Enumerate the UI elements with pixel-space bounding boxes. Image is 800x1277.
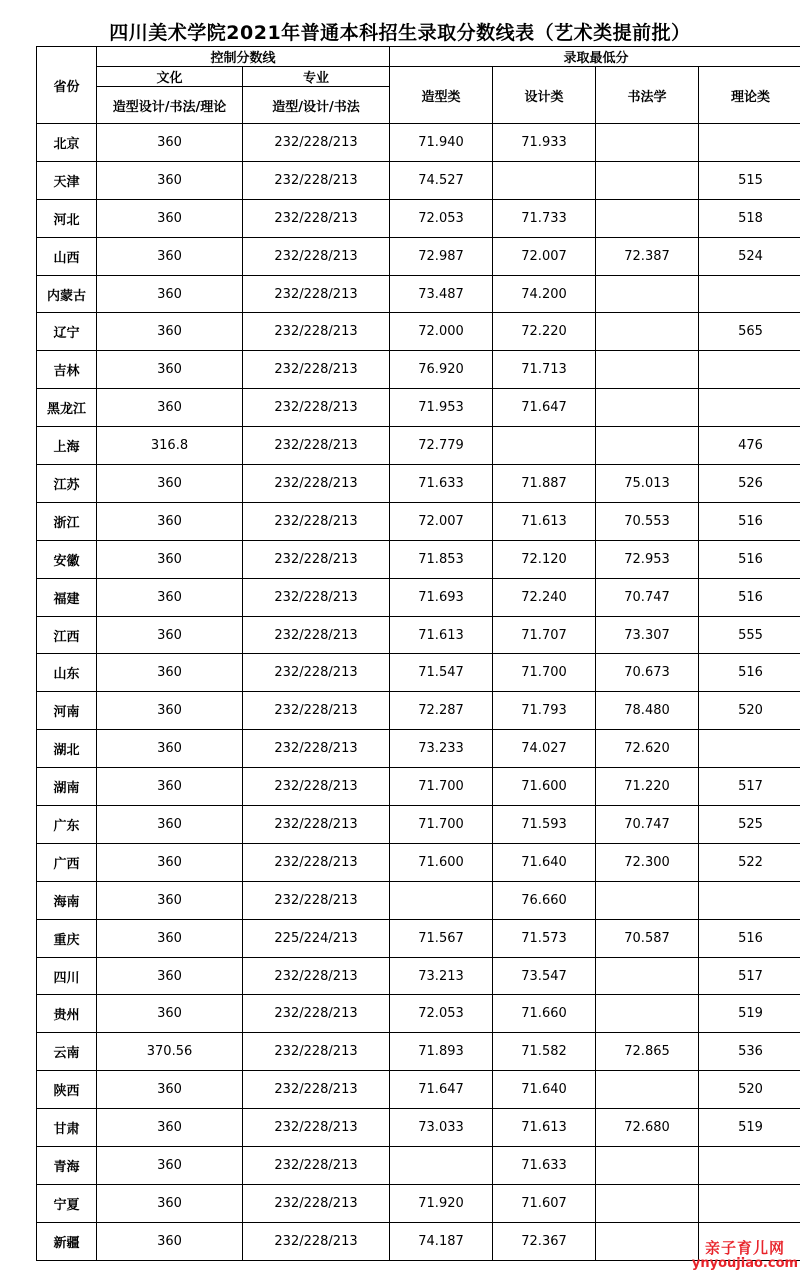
culture-score-cell: 360 xyxy=(97,843,243,881)
sheji-score-cell: 72.240 xyxy=(493,578,596,616)
major-score-cell: 232/228/213 xyxy=(243,124,390,162)
province-cell: 重庆 xyxy=(37,919,97,957)
shufa-score-cell: 72.387 xyxy=(596,237,699,275)
culture-score-cell: 360 xyxy=(97,237,243,275)
province-cell: 安徽 xyxy=(37,540,97,578)
lilun-score-cell: 525 xyxy=(699,806,800,844)
culture-score-cell: 360 xyxy=(97,275,243,313)
culture-score-cell: 360 xyxy=(97,1222,243,1260)
major-score-cell: 232/228/213 xyxy=(243,313,390,351)
sheji-score-cell: 71.640 xyxy=(493,843,596,881)
province-cell: 青海 xyxy=(37,1147,97,1185)
table-row xyxy=(37,1222,800,1260)
province-cell: 湖南 xyxy=(37,768,97,806)
sheji-score-cell: 71.707 xyxy=(493,616,596,654)
province-cell: 海南 xyxy=(37,881,97,919)
zaoxing-score-cell: 71.893 xyxy=(390,1033,493,1071)
zaoxing-score-cell: 73.213 xyxy=(390,957,493,995)
province-cell: 广东 xyxy=(37,806,97,844)
zaoxing-score-cell: 71.547 xyxy=(390,654,493,692)
zaoxing-score-cell: 73.033 xyxy=(390,1109,493,1147)
province-cell: 河北 xyxy=(37,199,97,237)
major-score-cell: 232/228/213 xyxy=(243,843,390,881)
score-table xyxy=(36,46,800,1261)
zaoxing-score-cell: 71.633 xyxy=(390,465,493,503)
table-row xyxy=(37,578,800,616)
major-score-cell: 232/228/213 xyxy=(243,616,390,654)
sheji-score-cell: 71.887 xyxy=(493,465,596,503)
control-score-header: 控制分数线 xyxy=(97,47,390,67)
sheji-score-cell: 71.713 xyxy=(493,351,596,389)
lilun-score-cell: 516 xyxy=(699,919,800,957)
shufa-score-cell: 72.865 xyxy=(596,1033,699,1071)
major-score-cell: 232/228/213 xyxy=(243,730,390,768)
zaoxing-score-cell: 71.940 xyxy=(390,124,493,162)
major-score-cell: 225/224/213 xyxy=(243,919,390,957)
shufa-score-cell xyxy=(596,389,699,427)
zaoxing-score-cell: 71.700 xyxy=(390,806,493,844)
province-cell: 内蒙古 xyxy=(37,275,97,313)
zaoxing-score-cell: 74.187 xyxy=(390,1222,493,1260)
zaoxing-score-cell: 71.647 xyxy=(390,1071,493,1109)
table-row xyxy=(37,540,800,578)
culture-score-cell: 360 xyxy=(97,313,243,351)
table-row xyxy=(37,389,800,427)
sheji-score-cell: 71.700 xyxy=(493,654,596,692)
province-cell: 浙江 xyxy=(37,502,97,540)
zaoxing-score-cell: 71.613 xyxy=(390,616,493,654)
lilun-score-cell xyxy=(699,389,800,427)
lilun-score-cell: 520 xyxy=(699,692,800,730)
table-row xyxy=(37,313,800,351)
major-score-cell: 232/228/213 xyxy=(243,1147,390,1185)
culture-header: 文化 xyxy=(97,67,243,87)
major-score-cell: 232/228/213 xyxy=(243,692,390,730)
lilun-score-cell: 516 xyxy=(699,654,800,692)
table-row xyxy=(37,768,800,806)
sheji-header: 设计类 xyxy=(493,67,596,124)
major-score-cell: 232/228/213 xyxy=(243,465,390,503)
culture-score-cell: 360 xyxy=(97,654,243,692)
sheji-score-cell: 72.120 xyxy=(493,540,596,578)
sheji-score-cell: 71.640 xyxy=(493,1071,596,1109)
major-score-cell: 232/228/213 xyxy=(243,351,390,389)
province-cell: 江西 xyxy=(37,616,97,654)
sheji-score-cell: 71.582 xyxy=(493,1033,596,1071)
table-row xyxy=(37,654,800,692)
culture-score-cell: 370.56 xyxy=(97,1033,243,1071)
table-row xyxy=(37,1147,800,1185)
zaoxing-score-cell: 72.779 xyxy=(390,427,493,465)
province-cell: 上海 xyxy=(37,427,97,465)
table-row xyxy=(37,616,800,654)
table-row xyxy=(37,1033,800,1071)
culture-score-cell: 360 xyxy=(97,1184,243,1222)
culture-score-cell: 360 xyxy=(97,124,243,162)
culture-score-cell: 360 xyxy=(97,881,243,919)
culture-score-cell: 316.8 xyxy=(97,427,243,465)
shufa-score-cell: 72.953 xyxy=(596,540,699,578)
shufa-score-cell: 73.307 xyxy=(596,616,699,654)
major-score-cell: 232/228/213 xyxy=(243,1184,390,1222)
shufa-score-cell xyxy=(596,1071,699,1109)
shufa-score-cell: 72.680 xyxy=(596,1109,699,1147)
province-cell: 山西 xyxy=(37,237,97,275)
sheji-score-cell: 72.367 xyxy=(493,1222,596,1260)
culture-score-cell: 360 xyxy=(97,806,243,844)
major-score-cell: 232/228/213 xyxy=(243,1109,390,1147)
zaoxing-score-cell: 72.987 xyxy=(390,237,493,275)
province-cell: 山东 xyxy=(37,654,97,692)
province-cell: 吉林 xyxy=(37,351,97,389)
major-score-cell: 232/228/213 xyxy=(243,275,390,313)
table-row xyxy=(37,427,800,465)
shufa-header: 书法学 xyxy=(596,67,699,124)
zaoxing-score-cell: 72.000 xyxy=(390,313,493,351)
major-score-cell: 232/228/213 xyxy=(243,1033,390,1071)
culture-score-cell: 360 xyxy=(97,199,243,237)
table-row xyxy=(37,502,800,540)
culture-score-cell: 360 xyxy=(97,730,243,768)
lilun-header: 理论类 xyxy=(699,67,800,124)
culture-score-cell: 360 xyxy=(97,502,243,540)
site-watermark xyxy=(690,1240,800,1272)
culture-score-cell: 360 xyxy=(97,616,243,654)
culture-score-cell: 360 xyxy=(97,995,243,1033)
shufa-score-cell xyxy=(596,995,699,1033)
shufa-score-cell: 72.620 xyxy=(596,730,699,768)
culture-score-cell: 360 xyxy=(97,768,243,806)
table-row xyxy=(37,957,800,995)
sheji-score-cell: 71.613 xyxy=(493,1109,596,1147)
lilun-score-cell: 517 xyxy=(699,957,800,995)
major-score-cell: 232/228/213 xyxy=(243,389,390,427)
culture-score-cell: 360 xyxy=(97,1109,243,1147)
sheji-score-cell: 72.007 xyxy=(493,237,596,275)
shufa-score-cell: 78.480 xyxy=(596,692,699,730)
province-cell: 湖北 xyxy=(37,730,97,768)
major-score-cell: 232/228/213 xyxy=(243,578,390,616)
major-score-cell: 232/228/213 xyxy=(243,806,390,844)
shufa-score-cell: 70.747 xyxy=(596,806,699,844)
zaoxing-score-cell: 71.567 xyxy=(390,919,493,957)
sheji-score-cell xyxy=(493,427,596,465)
sheji-score-cell: 71.793 xyxy=(493,692,596,730)
sheji-score-cell: 74.200 xyxy=(493,275,596,313)
province-cell: 福建 xyxy=(37,578,97,616)
major-score-cell: 232/228/213 xyxy=(243,237,390,275)
lilun-score-cell: 516 xyxy=(699,502,800,540)
province-cell: 云南 xyxy=(37,1033,97,1071)
major-score-cell: 232/228/213 xyxy=(243,995,390,1033)
sheji-score-cell: 76.660 xyxy=(493,881,596,919)
province-header: 省份 xyxy=(37,47,97,124)
sheji-score-cell: 71.607 xyxy=(493,1184,596,1222)
sheji-score-cell: 71.600 xyxy=(493,768,596,806)
shufa-score-cell: 70.587 xyxy=(596,919,699,957)
culture-sub-header: 造型设计/书法/理论 xyxy=(97,87,243,124)
zaoxing-score-cell: 71.600 xyxy=(390,843,493,881)
table-row xyxy=(37,1184,800,1222)
shufa-score-cell xyxy=(596,199,699,237)
lilun-score-cell xyxy=(699,730,800,768)
lilun-score-cell: 515 xyxy=(699,161,800,199)
culture-score-cell: 360 xyxy=(97,578,243,616)
lilun-score-cell: 524 xyxy=(699,237,800,275)
shufa-score-cell xyxy=(596,351,699,389)
culture-score-cell: 360 xyxy=(97,1071,243,1109)
lilun-score-cell xyxy=(699,351,800,389)
table-row xyxy=(37,881,800,919)
zaoxing-score-cell: 71.953 xyxy=(390,389,493,427)
table-row xyxy=(37,843,800,881)
major-score-cell: 232/228/213 xyxy=(243,161,390,199)
culture-score-cell: 360 xyxy=(97,540,243,578)
major-score-cell: 232/228/213 xyxy=(243,427,390,465)
zaoxing-score-cell: 71.853 xyxy=(390,540,493,578)
major-score-cell: 232/228/213 xyxy=(243,654,390,692)
table-row xyxy=(37,1109,800,1147)
watermark-name: 亲子育儿网 xyxy=(704,1239,785,1257)
lilun-score-cell xyxy=(699,275,800,313)
culture-score-cell: 360 xyxy=(97,692,243,730)
major-score-cell: 232/228/213 xyxy=(243,1222,390,1260)
watermark-url: ynyoujiao.com xyxy=(691,1256,799,1271)
culture-score-cell: 360 xyxy=(97,351,243,389)
table-row xyxy=(37,199,800,237)
sheji-score-cell: 71.633 xyxy=(493,1147,596,1185)
province-cell: 甘肃 xyxy=(37,1109,97,1147)
shufa-score-cell xyxy=(596,161,699,199)
major-score-cell: 232/228/213 xyxy=(243,199,390,237)
table-row xyxy=(37,995,800,1033)
shufa-score-cell: 71.220 xyxy=(596,768,699,806)
province-cell: 陕西 xyxy=(37,1071,97,1109)
shufa-score-cell xyxy=(596,957,699,995)
shufa-score-cell: 70.553 xyxy=(596,502,699,540)
table-row xyxy=(37,351,800,389)
sheji-score-cell: 71.647 xyxy=(493,389,596,427)
lilun-score-cell: 518 xyxy=(699,199,800,237)
major-score-cell: 232/228/213 xyxy=(243,881,390,919)
table-row xyxy=(37,161,800,199)
province-cell: 四川 xyxy=(37,957,97,995)
sheji-score-cell: 71.660 xyxy=(493,995,596,1033)
lilun-score-cell xyxy=(699,1184,800,1222)
sheji-score-cell: 73.547 xyxy=(493,957,596,995)
shufa-score-cell: 72.300 xyxy=(596,843,699,881)
lilun-score-cell: 522 xyxy=(699,843,800,881)
lilun-score-cell: 476 xyxy=(699,427,800,465)
lilun-score-cell: 519 xyxy=(699,1109,800,1147)
culture-score-cell: 360 xyxy=(97,161,243,199)
province-cell: 广西 xyxy=(37,843,97,881)
table-row xyxy=(37,237,800,275)
province-cell: 辽宁 xyxy=(37,313,97,351)
shufa-score-cell xyxy=(596,881,699,919)
zaoxing-score-cell: 74.527 xyxy=(390,161,493,199)
major-sub-header: 造型/设计/书法 xyxy=(243,87,390,124)
province-cell: 新疆 xyxy=(37,1222,97,1260)
zaoxing-score-cell: 71.693 xyxy=(390,578,493,616)
sheji-score-cell: 74.027 xyxy=(493,730,596,768)
lilun-score-cell: 520 xyxy=(699,1071,800,1109)
lilun-score-cell: 516 xyxy=(699,578,800,616)
zaoxing-score-cell: 71.700 xyxy=(390,768,493,806)
sheji-score-cell: 71.573 xyxy=(493,919,596,957)
culture-score-cell: 360 xyxy=(97,919,243,957)
lilun-score-cell: 517 xyxy=(699,768,800,806)
province-cell: 天津 xyxy=(37,161,97,199)
table-row xyxy=(37,275,800,313)
sheji-score-cell xyxy=(493,161,596,199)
shufa-score-cell xyxy=(596,1184,699,1222)
major-score-cell: 232/228/213 xyxy=(243,540,390,578)
table-row xyxy=(37,124,800,162)
shufa-score-cell: 70.673 xyxy=(596,654,699,692)
lilun-score-cell xyxy=(699,881,800,919)
lilun-score-cell: 526 xyxy=(699,465,800,503)
zaoxing-score-cell: 72.053 xyxy=(390,995,493,1033)
zaoxing-score-cell: 71.920 xyxy=(390,1184,493,1222)
page-title: 四川美术学院2021年普通本科招生录取分数线表（艺术类提前批） xyxy=(109,22,691,44)
lilun-score-cell: 565 xyxy=(699,313,800,351)
lilun-score-cell: 519 xyxy=(699,995,800,1033)
shufa-score-cell xyxy=(596,1147,699,1185)
sheji-score-cell: 71.733 xyxy=(493,199,596,237)
lilun-score-cell xyxy=(699,1147,800,1185)
lilun-score-cell: 516 xyxy=(699,540,800,578)
shufa-score-cell xyxy=(596,124,699,162)
province-cell: 宁夏 xyxy=(37,1184,97,1222)
major-score-cell: 232/228/213 xyxy=(243,768,390,806)
province-cell: 贵州 xyxy=(37,995,97,1033)
table-row xyxy=(37,465,800,503)
major-score-cell: 232/228/213 xyxy=(243,1071,390,1109)
shufa-score-cell xyxy=(596,313,699,351)
zaoxing-score-cell xyxy=(390,881,493,919)
table-body xyxy=(37,124,800,1261)
zaoxing-score-cell: 76.920 xyxy=(390,351,493,389)
culture-score-cell: 360 xyxy=(97,389,243,427)
lilun-score-cell xyxy=(699,124,800,162)
shufa-score-cell xyxy=(596,427,699,465)
shufa-score-cell: 75.013 xyxy=(596,465,699,503)
sheji-score-cell: 71.613 xyxy=(493,502,596,540)
table-row xyxy=(37,692,800,730)
shufa-score-cell: 70.747 xyxy=(596,578,699,616)
culture-score-cell: 360 xyxy=(97,1147,243,1185)
major-score-cell: 232/228/213 xyxy=(243,957,390,995)
zaoxing-score-cell: 73.487 xyxy=(390,275,493,313)
major-header: 专业 xyxy=(243,67,390,87)
lilun-score-cell: 536 xyxy=(699,1033,800,1071)
culture-score-cell: 360 xyxy=(97,465,243,503)
zaoxing-score-cell: 72.287 xyxy=(390,692,493,730)
zaoxing-score-cell: 73.233 xyxy=(390,730,493,768)
table-row xyxy=(37,1071,800,1109)
lilun-score-cell: 555 xyxy=(699,616,800,654)
sheji-score-cell: 72.220 xyxy=(493,313,596,351)
zaoxing-header: 造型类 xyxy=(390,67,493,124)
min-score-header: 录取最低分 xyxy=(390,47,800,67)
culture-score-cell: 360 xyxy=(97,957,243,995)
major-score-cell: 232/228/213 xyxy=(243,502,390,540)
zaoxing-score-cell: 72.007 xyxy=(390,502,493,540)
zaoxing-score-cell: 72.053 xyxy=(390,199,493,237)
province-cell: 河南 xyxy=(37,692,97,730)
zaoxing-score-cell xyxy=(390,1147,493,1185)
table-row xyxy=(37,806,800,844)
sheji-score-cell: 71.593 xyxy=(493,806,596,844)
province-cell: 黑龙江 xyxy=(37,389,97,427)
table-row xyxy=(37,730,800,768)
province-cell: 江苏 xyxy=(37,465,97,503)
table-row xyxy=(37,919,800,957)
shufa-score-cell xyxy=(596,1222,699,1260)
province-cell: 北京 xyxy=(37,124,97,162)
sheji-score-cell: 71.933 xyxy=(493,124,596,162)
shufa-score-cell xyxy=(596,275,699,313)
